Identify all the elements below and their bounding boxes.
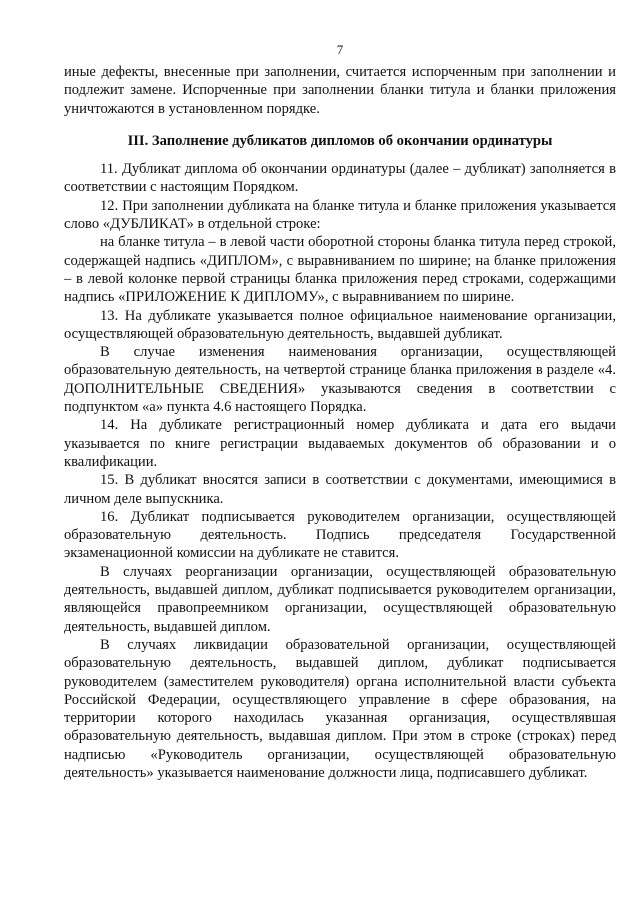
intro-paragraph: иные дефекты, внесенные при заполнении, считается испорченным при заполнении и подлежит замене. Испорченные при заполнении бланки титула и бланки приложения уничтожаются в установленном порядке. <box>64 64 616 117</box>
paragraph-16-reorganization: В случаях реорганизации организации, осуществляющей образовательную деятельность, выдавшей диплом, дубликат подписывается руководителем организации, являющейся правопреемником организации, осуществляющей образовательную деятельность, выдавшей диплом. <box>64 563 616 635</box>
section-heading: III. Заполнение дубликатов дипломов об окончании ординатуры <box>127 132 553 149</box>
paragraph-16-liquidation: В случаях ликвидации образовательной организации, осуществляющей образовательную деятельность, выдавшей диплом, дубликат подписывается руководителем (заместителем руководителя) органа исполнительной власти субъекта Российской Федерации, осуществляющего управление в сфере образования, на территории которого находилась указанная организация, осуществлявшая образовательную деятельность, выдавшая диплом. При этом в строке (строках) перед надписью «Руководитель организации, осуществляющей образовательную деятельность» указывается наименование должности лица, подписавшего дубликат. <box>64 636 616 781</box>
page-number: 7 <box>336 42 344 57</box>
paragraph-12: 12. При заполнении дубликата на бланке титула и бланке приложения указывается слово «ДУБЛИКАТ» в отдельной строке: <box>64 197 616 233</box>
paragraph-13-change: В случае изменения наименования организации, осуществляющей образовательную деятельность, на четвертой странице бланка приложения в разделе «4. ДОПОЛНИТЕЛЬНЫЕ СВЕДЕНИЯ» указываются сведения в соответствии с подпунктом «а» пункта 4.6 настоящего Порядка. <box>64 344 616 416</box>
paragraph-12-details: на бланке титула – в левой части оборотной стороны бланка титула перед строкой, содержащей надпись «ДИПЛОМ», с выравниванием по ширине; на бланке приложения – в левой колонке первой страницы бланка приложения перед строками, содержащими надпись «ПРИЛОЖЕНИЕ К ДИПЛОМУ», с выравниванием по ширине. <box>64 234 616 306</box>
paragraph-14: 14. На дубликате регистрационный номер дубликата и дата его выдачи указывается по книге регистрации выдаваемых документов об образовании и о квалификации. <box>64 417 616 470</box>
paragraph-16: 16. Дубликат подписывается руководителем организации, осуществляющей образовательную деятельность. Подпись председателя Государственной экзаменационной комиссии на дубликате не ставится. <box>64 508 616 562</box>
paragraph-13: 13. На дубликате указывается полное официальное наименование организации, осуществляющей образовательную деятельность, выдавшей дубликат. <box>64 307 616 342</box>
document-body <box>64 63 616 782</box>
paragraph-15: 15. В дубликат вносятся записи в соответствии с документами, имеющимися в личном деле выпускника. <box>64 472 616 507</box>
paragraph-11: 11. Дубликат диплома об окончании ординатуры (далее – дубликат) заполняется в соответствии с настоящим Порядком. <box>64 161 616 196</box>
